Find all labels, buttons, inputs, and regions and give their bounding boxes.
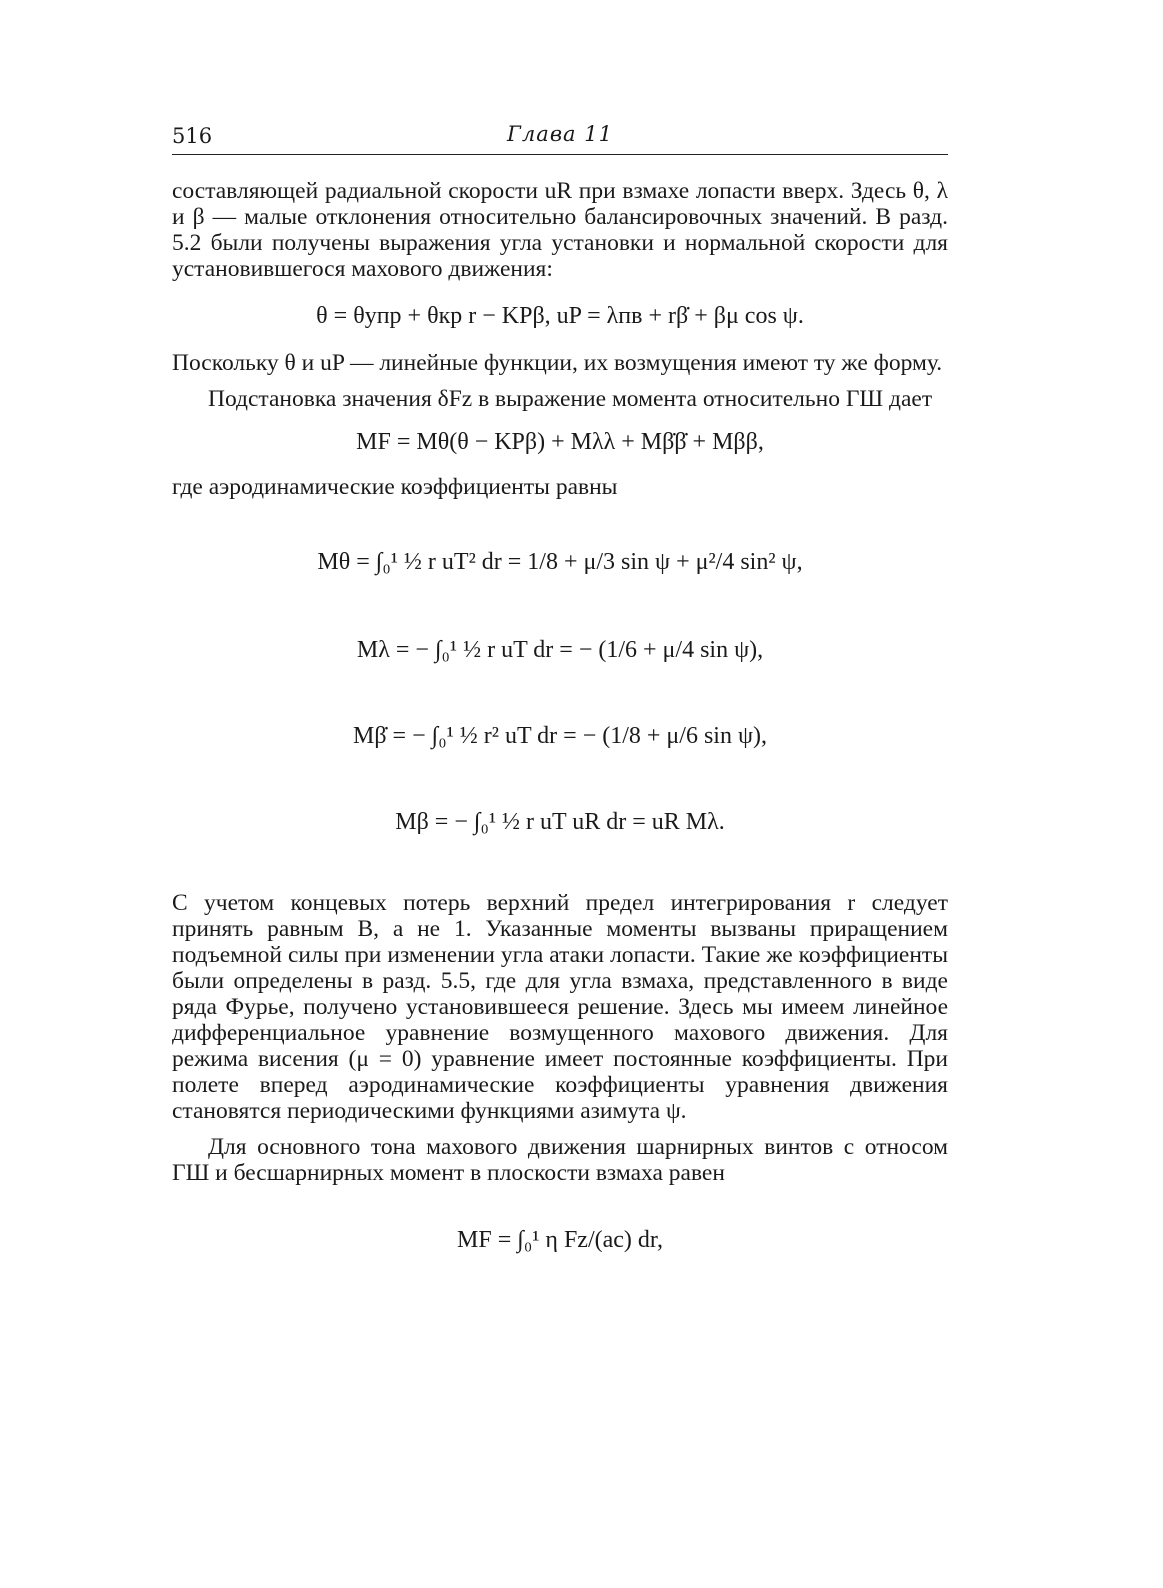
book-page xyxy=(172,118,948,1272)
formula-m-beta-dot: Mβ̇ = − ∫₀¹ ½ r² uT dr = − (1/8 + μ/6 sin ψ), xyxy=(353,723,767,749)
paragraph-1: составляющей радиальной скорости uR при взмахе лопасти вверх. Здесь θ, λ и β — малые отклонения относительно балансировочных значений. В разд. 5.2 были получены выражения угла установки и нормальной скорости для установившегося махового движения: xyxy=(172,178,948,282)
formula-m-lambda: Mλ = − ∫₀¹ ½ r uT dr = − (1/6 + μ/4 sin ψ), xyxy=(356,637,764,663)
formula-mf-integral: MF = ∫₀¹ η Fz/(ac) dr, xyxy=(457,1227,663,1253)
formula-m-beta: Mβ = − ∫₀¹ ½ r uT uR dr = uR Mλ. xyxy=(395,809,725,835)
header-rule xyxy=(172,154,948,155)
chapter-title: Глава 11 xyxy=(507,122,613,146)
paragraph-3: Подстановка значения δFz в выражение момента относительно ГШ дает xyxy=(208,386,933,412)
page-header xyxy=(172,118,948,152)
paragraph-4: где аэродинамические коэффициенты равны xyxy=(172,474,618,500)
paragraph-2: Поскольку θ и uP — линейные функции, их возмущения имеют ту же форму. xyxy=(172,350,943,376)
page-number: 516 xyxy=(172,124,213,148)
paragraph-5: С учетом концевых потерь верхний предел интегрирования r следует принять равным B, а не 1. Указанные моменты вызваны приращением подъемной силы при изменении угла атаки лопасти. Такие же коэффициенты были определены в разд. 5.5, где для угла взмаха, представленного в виде ряда Фурье, получено установившееся решение. Здесь мы имеем линейное дифференциальное уравнение возмущенного махового движения. Для режима висения (μ = 0) уравнение имеет постоянные коэффициенты. При полете вперед аэродинамические коэффициенты уравнения движения становятся периодическими функциями азимута ψ. xyxy=(172,890,948,1124)
formula-m-theta: Mθ = ∫₀¹ ½ r uT² dr = 1/8 + μ/3 sin ψ + μ²/4 sin² ψ, xyxy=(317,549,803,575)
formula-theta-up: θ = θупр + θкр r − KPβ, uP = λпв + rβ̇ + βμ cos ψ. xyxy=(316,303,804,329)
formula-moment-mf: MF = Mθ(θ − KPβ) + Mλλ + Mβ̇β̇ + Mββ, xyxy=(356,429,764,455)
paragraph-6: Для основного тона махового движения шарнирных винтов с относом ГШ и бесшарнирных момент в плоскости взмаха равен xyxy=(172,1134,948,1186)
